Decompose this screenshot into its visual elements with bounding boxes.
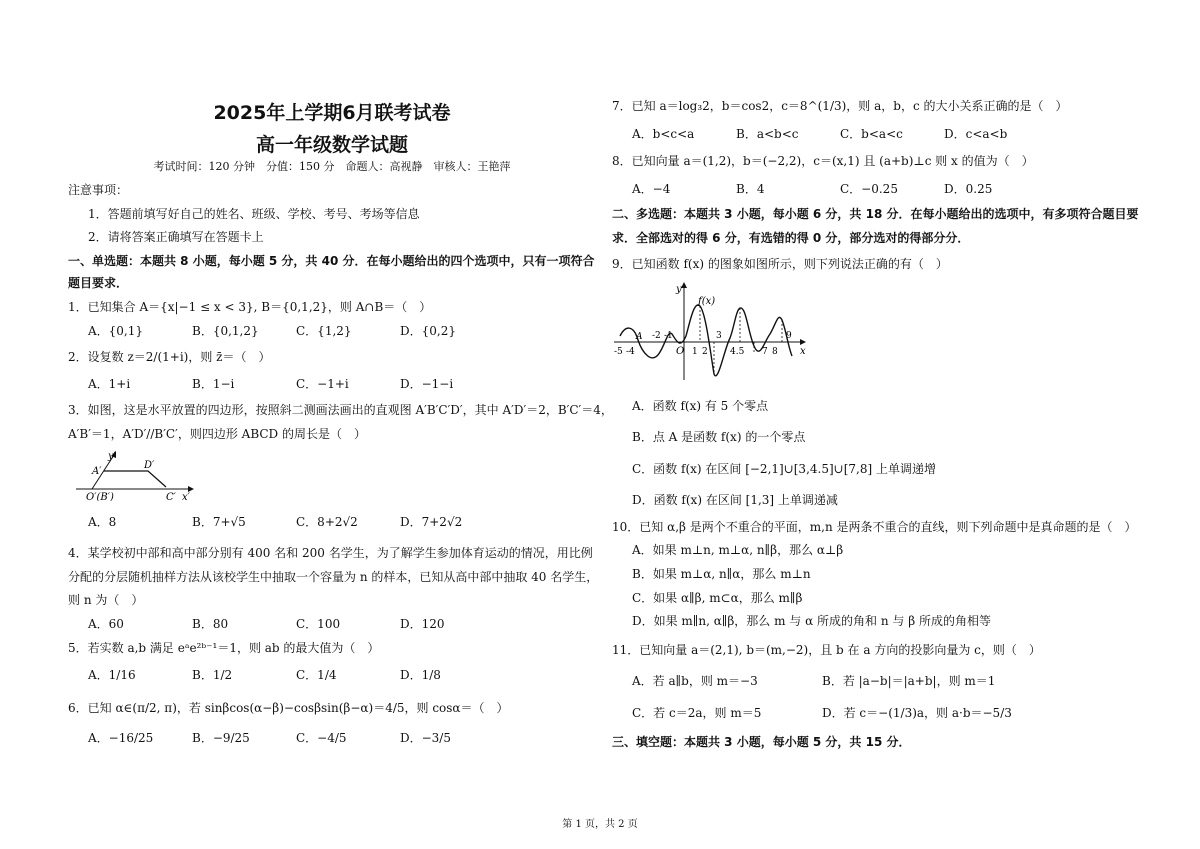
note-item-1: 1．答题前填写好自己的姓名、班级、学校、考号、考场等信息 (88, 207, 420, 221)
q10-option-c: C．如果 α∥β, m⊂α，那么 m∥β (632, 591, 803, 605)
q9-label-o: O (676, 346, 685, 357)
q9-tick-8: 8 (772, 347, 778, 357)
q6-option-d: D．−3/5 (400, 731, 451, 745)
q9-tick-m2: -2 (652, 331, 661, 341)
q3-label-x: x′ (182, 492, 190, 501)
q6-option-c: C．−4/5 (296, 731, 347, 745)
q8-option-c: C．−0.25 (840, 182, 898, 196)
q2-stem: 2．设复数 z＝2/(1+i)，则 z̄＝（ ） (68, 350, 271, 364)
q9-curve (620, 305, 792, 376)
q9-label-y: y (676, 284, 682, 295)
q7-option-c: C．b<a<c (840, 127, 903, 141)
q5-option-a: A．1/16 (88, 668, 136, 682)
q3-option-d: D．7+2√2 (400, 515, 463, 529)
q3-figure (70, 449, 200, 501)
q3-shape-outline (104, 471, 166, 487)
q9-label-fx: f(x) (698, 296, 716, 307)
q6-options (88, 730, 504, 746)
q1-options (88, 323, 504, 339)
q3-label-o: O′(B′) (86, 492, 114, 501)
q9-tick-1: 1 (692, 347, 698, 357)
note-item-2: 2．请将答案正确填写在答题卡上 (88, 230, 264, 244)
q9-tick-m5: -5 (614, 347, 623, 357)
q6-stem: 6．已知 α∈(π/2, π)，若 sinβcos(α−β)−cosβsin(β−α)＝4/5，则 cosα＝（ ） (68, 701, 509, 715)
q11-option-c: C．若 c＝2a，则 m＝5 (632, 706, 762, 720)
q10-option-a: A．如果 m⊥n, m⊥α, n∥β，那么 α⊥β (632, 543, 844, 557)
q11-option-b: B．若 |a−b|＝|a+b|，则 m＝1 (822, 674, 996, 688)
q3-label-d: D′ (144, 460, 155, 471)
q3-option-b: B．7+√5 (192, 515, 246, 529)
q10-option-b: B．如果 m⊥α, n∥α，那么 m⊥n (632, 567, 811, 581)
q4-option-a: A．60 (88, 617, 124, 631)
q5-options (88, 667, 504, 683)
q6-option-b: B．−9/25 (192, 731, 250, 745)
section2-heading-cont: 求．全部选对的得 6 分，有选错的得 0 分，部分选对的得部分分． (612, 231, 970, 245)
section1-heading-cont: 题目要求． (68, 276, 129, 290)
q9-label-a: A (636, 332, 643, 342)
q11-stem: 11．已知向量 a＝(2,1), b＝(m,−2)，且 b 在 a 方向的投影向量为 c，则（ ） (612, 643, 1041, 657)
exam-title: 2025年上学期6月联考试卷 (213, 102, 451, 124)
q1-option-d: D．{0,2} (400, 324, 456, 338)
section2-heading: 二、多选题：本题共 3 小题，每小题 6 分，共 18 分．在每小题给出的选项中，有多项符合题目要 (612, 207, 1139, 221)
q3-option-c: C．8+2√2 (296, 515, 358, 529)
q9-label-x: x (800, 346, 806, 357)
q10-stem: 10．已知 α,β 是两个不重合的平面，m,n 是两条不重合的直线，则下列命题中是真命题的是（ ） (612, 520, 1137, 534)
q9-option-a: A．函数 f(x) 有 5 个零点 (632, 399, 769, 413)
q11-options-row1 (632, 673, 1012, 689)
q5-option-d: D．1/8 (400, 668, 441, 682)
q7-option-a: A．b<c<a (632, 127, 695, 141)
q5-option-b: B．1/2 (192, 668, 233, 682)
q4-stem-line1: 4．某学校初中部和高中部分别有 400 名和 200 名学生，为了解学生参加体育运动的情况，用比例 (68, 546, 593, 560)
q3-options (88, 514, 504, 530)
q9-option-b: B．点 A 是函数 f(x) 的一个零点 (632, 430, 806, 444)
q1-stem: 1．已知集合 A＝{x|−1 ≤ x < 3}, B＝{0,1,2}，则 A∩B＝（ ） (68, 300, 432, 314)
q7-option-d: D．c<a<b (944, 127, 1008, 141)
q1-option-a: A．{0,1} (88, 324, 144, 338)
q5-option-c: C．1/4 (296, 668, 337, 682)
q11-options-row2 (632, 705, 1012, 721)
q9-tick-3: 3 (716, 331, 722, 341)
q3-stem-line1: 3．如图，这是水平放置的四边形，按照斜二测画法画出的直观图 A′B′C′D′，其中 A′D′＝2，B′C′＝4， (68, 403, 613, 417)
q8-stem: 8．已知向量 a＝(1,2)，b＝(−2,2)，c＝(x,1) 且 (a+b)⊥c 则 x 的值为（ ） (612, 154, 1034, 168)
q5-stem: 5．若实数 a,b 满足 eᵃe²ᵇ⁻¹＝1，则 ab 的最大值为（ ） (68, 641, 380, 655)
q3-option-a: A．8 (88, 515, 117, 529)
q11-option-a: A．若 a∥b，则 m＝−3 (632, 674, 758, 688)
q9-stem: 9．已知函数 f(x) 的图象如图所示，则下列说法正确的有（ ） (612, 257, 948, 271)
q9-tick-m4: -4 (626, 347, 635, 357)
q11-option-d: D．若 c＝−(1/3)a，则 a·b＝−5/3 (822, 706, 1012, 720)
q9-tick-4-5: 4.5 (730, 347, 745, 357)
q3-stem-line2: A′B′＝1，A′D′//B′C′，则四边形 ABCD 的周长是（ ） (68, 427, 366, 441)
q9-figure (612, 280, 812, 384)
q1-option-c: C．{1,2} (296, 324, 352, 338)
exam-meta: 考试时间：120 分钟 分值：150 分 命题人：高视静 审核人：王艳萍 (153, 160, 511, 173)
q4-options (88, 616, 504, 632)
q10-option-d: D．如果 m∥n, α∥β，那么 m 与 α 所成的角和 n 与 β 所成的角相等 (632, 614, 991, 628)
page-footer: 第 1 页，共 2 页 (562, 819, 638, 830)
exam-subtitle: 高一年级数学试题 (255, 134, 408, 156)
section3-heading: 三、填空题：本题共 3 小题，每小题 5 分，共 15 分． (612, 735, 911, 749)
section1-heading: 一、单选题：本题共 8 小题，每小题 5 分，共 40 分．在每小题给出的四个选项中，只有一项符合 (68, 254, 595, 268)
q8-option-a: A．−4 (632, 182, 671, 196)
q8-option-d: D．0.25 (944, 182, 993, 196)
q9-tick-m1: -1 (664, 331, 673, 341)
q9-tick-2: 2 (702, 347, 708, 357)
q3-label-c: C′ (166, 492, 176, 501)
q9-y-arrow-icon (681, 282, 687, 288)
notes-heading: 注意事项： (68, 183, 129, 197)
q1-option-b: B．{0,1,2} (192, 324, 259, 338)
q3-label-y: y′ (108, 451, 116, 462)
q3-label-a: A′ (92, 466, 102, 477)
q8-option-b: B．4 (736, 182, 765, 196)
q2-option-d: D．−1−i (400, 377, 454, 391)
q6-option-a: A．−16/25 (88, 731, 154, 745)
q2-option-a: A．1+i (88, 377, 131, 391)
q9-option-d: D．函数 f(x) 在区间 [1,3] 上单调递减 (632, 493, 838, 507)
q4-option-c: C．100 (296, 617, 341, 631)
q4-option-d: D．120 (400, 617, 445, 631)
q7-options (632, 126, 1048, 142)
q2-options (88, 376, 504, 392)
q9-x-arrow-icon (800, 339, 806, 345)
q2-option-b: B．1−i (192, 377, 235, 391)
q7-option-b: B．a<b<c (736, 127, 799, 141)
q7-stem: 7．已知 a＝log₃2，b＝cos2，c＝8^(1/3)，则 a，b，c 的大小关系正确的是（ ） (612, 99, 1068, 113)
q9-tick-9: 9 (786, 331, 792, 341)
q4-stem-line2: 分配的分层随机抽样方法从该校学生中抽取一个容量为 n 的样本，已知从高中部中抽取 40 名学生， (68, 570, 599, 584)
q4-stem-line3: 则 n 为（ ） (68, 593, 144, 607)
q8-options (632, 181, 1048, 197)
q2-option-c: C．−1+i (296, 377, 349, 391)
q9-option-c: C．函数 f(x) 在区间 [−2,1]∪[3,4.5]∪[7,8] 上单调递增 (632, 462, 936, 476)
q4-option-b: B．80 (192, 617, 229, 631)
q9-tick-7: 7 (762, 347, 768, 357)
